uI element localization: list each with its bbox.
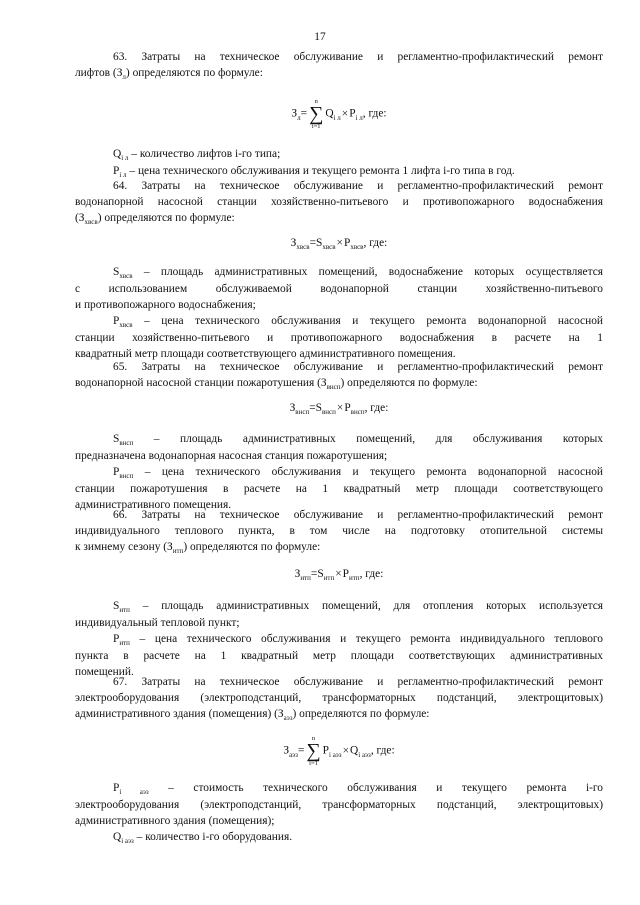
- definition-s-hvsv-line-1: $S_{хвсв}$ – площадь административных помещений, водоснабжение которых осуществляется: [113, 266, 603, 280]
- definition-p-aez-line-3: административного здания (помещения);: [75, 814, 275, 827]
- formula-65: $З_{внсп}=S_{внсп}\times P_{внсп}$, где:: [289, 402, 389, 416]
- paragraph-64-line-2: водонапорной насосной станции хозяйственно-питьевого и противопожарного водоснабжения: [75, 195, 603, 208]
- definition-p-vnsp-line-3: административного помещения.: [75, 498, 232, 511]
- paragraph-64: [75, 179, 603, 228]
- definition-p-l: $P_{i л}$ – цена технического обслуживания и текущего ремонта 1 лифта i-го типа в год.: [113, 164, 515, 179]
- definitions-65: [75, 432, 603, 514]
- definitions-66: [75, 599, 603, 681]
- paragraph-64-line-3: $(З_{хвсв})$ определяются по формуле:: [75, 211, 235, 226]
- definition-p-itp-line-3: помещений.: [75, 665, 134, 678]
- definition-p-hvsv-line-3: квадратный метр площади соответствующего административного помещения.: [75, 347, 456, 360]
- definition-p-itp-line-1: $P_{итп}$ – цена технического обслуживания и текущего ремонта индивидуального теплового: [113, 632, 603, 647]
- definitions-63: [75, 147, 603, 181]
- formula-63: $З_л=$ n ∑ i=1 $Q_{i л}\times P_{i л}$, где:: [291, 98, 387, 130]
- paragraph-65-line-1: 65. Затраты на техническое обслуживание и регламентно-профилактический ремонт: [113, 361, 603, 373]
- paragraph-64-line-1: 64. Затраты на техническое обслуживание и регламентно-профилактический ремонт: [113, 180, 603, 192]
- definition-s-vnsp-line-1: $S_{внсп}$ – площадь административных помещений, для обслуживания которых: [113, 433, 603, 447]
- paragraph-67-line-1: 67. Затраты на техническое обслуживание и регламентно-профилактический ремонт: [113, 676, 603, 688]
- definition-s-hvsv-line-2: с использованием обслуживаемой водонапорной станции хозяйственно-питьевого: [75, 282, 603, 295]
- page-number: 17: [314, 31, 326, 43]
- definition-p-aez-line-2: электрооборудования (электроподстанций, трансформаторных подстанций, электрощитовых): [75, 798, 603, 811]
- definition-s-itp-line-1: $S_{итп}$ – площадь административных помещений, для отопления которых используется: [113, 600, 603, 614]
- paragraph-66-line-1: 66. Затраты на техническое обслуживание и регламентно-профилактический ремонт: [113, 509, 603, 521]
- paragraph-66: [75, 508, 603, 557]
- formula-64: $З_{хвсв}=S_{хвсв}\times P_{хвсв}$, где:: [290, 237, 388, 251]
- definition-p-aez-line-1: $P_{i аэз}$ – стоимость технического обслуживания и текущего ремонта i-го: [113, 782, 603, 796]
- definition-s-itp-line-2: индивидуальный тепловой пункт;: [75, 616, 240, 629]
- definition-p-hvsv-line-2: станции хозяйственно-питьевого и противопожарного водоснабжения в расчете на 1: [75, 331, 603, 344]
- paragraph-67: [75, 675, 603, 724]
- formula-66: $З_{итп}=S_{итп}\times P_{итп}$, где:: [294, 568, 384, 582]
- definition-p-vnsp-line-2: станции пожаротушения в расчете на 1 квадратный метр площади соответствующего: [75, 482, 603, 495]
- definition-q-aez: $Q_{i аэз}$ – количество i-го оборудования.: [113, 830, 293, 845]
- definitions-67: [75, 781, 603, 847]
- paragraph-63: [75, 50, 603, 83]
- definition-p-hvsv-line-1: $P_{хвсв}$ – цена технического обслуживания и текущего ремонта водонапорной насосной: [113, 314, 603, 329]
- paragraph-66-line-3: к зимнему сезону $(З_{итп})$ определяются по формуле:: [75, 540, 321, 555]
- definition-s-vnsp-line-2: предназначена водонапорная насосная станция пожаротушения;: [75, 449, 388, 462]
- definition-p-vnsp-line-1: $P_{внсп}$ – цена технического обслуживания и текущего ремонта водонапорной насосной: [113, 465, 603, 480]
- paragraph-67-line-2: электрооборудования (электроподстанций, трансформаторных подстанций, электрощитовых): [75, 691, 603, 704]
- paragraph-63-line-1: 63. Затраты на техническое обслуживание и регламентно-профилактический ремонт: [113, 51, 603, 63]
- definitions-64: [75, 265, 603, 362]
- formula-67: $З_{аэз}=$ n ∑ i=1 $P_{i аэз}\times Q_{i аэз}$, где:: [283, 735, 395, 767]
- summation-sign: n ∑ i=1: [306, 735, 321, 767]
- definition-s-hvsv-line-3: и противопожарного водоснабжения;: [75, 298, 256, 311]
- paragraph-65-line-2: водонапорной насосной станции пожаротушения $(З_{внсп})$ определяются по формуле:: [75, 376, 478, 391]
- paragraph-67-line-3: административного здания (помещения) $(З_{аэз})$ определяются по формуле:: [75, 707, 430, 722]
- paragraph-65: [75, 360, 603, 393]
- definition-p-itp-line-2: пункта в расчете на 1 квадратный метр площади соответствующих административных: [75, 649, 603, 662]
- summation-sign: n ∑ i=1: [309, 98, 324, 130]
- paragraph-63-line-2: лифтов $(З_л)$ определяются по формуле:: [75, 66, 263, 81]
- definition-q-l: $Q_{i л}$ – количество лифтов i-го типа;: [113, 148, 281, 162]
- paragraph-66-line-2: индивидуального теплового пункта, в том числе на подготовку отопительной системы: [75, 524, 603, 537]
